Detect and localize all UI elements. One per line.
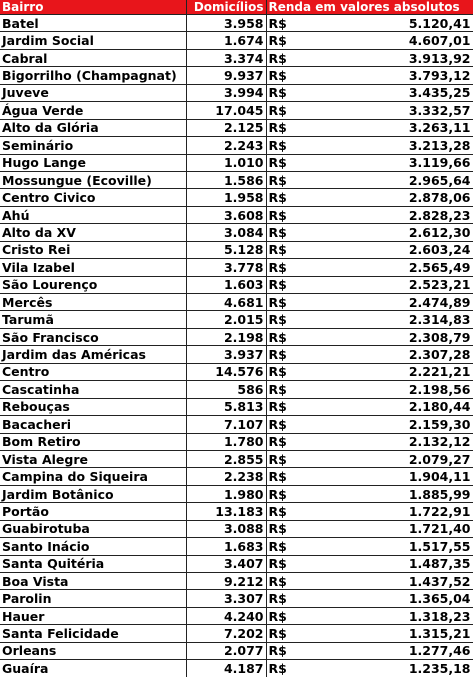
table-row (0, 346, 473, 363)
table-row (0, 555, 473, 572)
currency-symbol: R$ (268, 120, 287, 136)
cell-renda (266, 346, 473, 363)
cell-domicilios: 1.958 (186, 189, 266, 206)
cell-bairro: Vista Alegre (0, 450, 186, 467)
cell-renda (266, 485, 473, 502)
cell-bairro: Boa Vista (0, 573, 186, 590)
currency-symbol: R$ (268, 416, 287, 432)
renda-value: 2.221,21 (408, 364, 471, 380)
cell-renda (266, 241, 473, 258)
table-row (0, 328, 473, 345)
cell-domicilios: 17.045 (186, 102, 266, 119)
cell-domicilios: 4.187 (186, 660, 266, 677)
cell-bairro: Mercês (0, 294, 186, 311)
table-row (0, 642, 473, 659)
renda-value: 5.120,41 (408, 15, 471, 31)
cell-renda (266, 468, 473, 485)
cell-renda (266, 189, 473, 206)
renda-value: 2.307,28 (408, 347, 471, 363)
renda-value: 3.435,25 (408, 85, 471, 101)
renda-value: 2.198,56 (408, 381, 471, 397)
cell-renda (266, 433, 473, 450)
header-renda: Renda em valores absolutos (266, 0, 473, 15)
currency-symbol: R$ (268, 207, 287, 223)
cell-domicilios: 3.778 (186, 259, 266, 276)
cell-bairro: Jardim Social (0, 32, 186, 49)
currency-symbol: R$ (268, 347, 287, 363)
cell-renda (266, 259, 473, 276)
cell-domicilios: 2.077 (186, 642, 266, 659)
renda-value: 3.263,11 (408, 120, 471, 136)
cell-domicilios: 13.183 (186, 503, 266, 520)
table-row (0, 102, 473, 119)
cell-domicilios: 1.010 (186, 154, 266, 171)
currency-symbol: R$ (268, 381, 287, 397)
renda-value: 2.612,30 (408, 224, 471, 240)
table-row (0, 520, 473, 537)
cell-domicilios: 3.307 (186, 590, 266, 607)
currency-symbol: R$ (268, 242, 287, 258)
table-row (0, 154, 473, 171)
cell-renda (266, 503, 473, 520)
renda-value: 3.213,28 (408, 137, 471, 153)
renda-value: 3.332,57 (408, 102, 471, 118)
renda-value: 1.277,46 (408, 643, 471, 659)
cell-renda (266, 520, 473, 537)
cell-domicilios: 2.243 (186, 137, 266, 154)
cell-renda (266, 84, 473, 101)
currency-symbol: R$ (268, 259, 287, 275)
cell-domicilios: 9.212 (186, 573, 266, 590)
header-domicilios: Domicílios (186, 0, 266, 15)
currency-symbol: R$ (268, 329, 287, 345)
currency-symbol: R$ (268, 626, 287, 642)
cell-bairro: São Francisco (0, 328, 186, 345)
cell-renda (266, 171, 473, 188)
cell-domicilios: 2.015 (186, 311, 266, 328)
renda-value: 2.314,83 (408, 312, 471, 328)
cell-bairro: Orleans (0, 642, 186, 659)
cell-renda (266, 276, 473, 293)
renda-value: 2.828,23 (408, 207, 471, 223)
cell-bairro: Cabral (0, 49, 186, 66)
cell-renda (266, 660, 473, 677)
cell-domicilios: 3.608 (186, 206, 266, 223)
cell-renda (266, 102, 473, 119)
currency-symbol: R$ (268, 608, 287, 624)
renda-value: 1.517,55 (408, 538, 471, 554)
cell-bairro: Jardim Botânico (0, 485, 186, 502)
currency-symbol: R$ (268, 399, 287, 415)
table-row (0, 590, 473, 607)
cell-domicilios: 3.994 (186, 84, 266, 101)
currency-symbol: R$ (268, 573, 287, 589)
renda-value: 1.721,40 (408, 521, 471, 537)
currency-symbol: R$ (268, 451, 287, 467)
cell-renda (266, 154, 473, 171)
cell-renda (266, 573, 473, 590)
cell-renda (266, 49, 473, 66)
cell-bairro: Seminário (0, 137, 186, 154)
cell-domicilios: 2.125 (186, 119, 266, 136)
cell-bairro: Centro (0, 363, 186, 380)
cell-bairro: Santa Quitéria (0, 555, 186, 572)
table-row (0, 206, 473, 223)
cell-domicilios: 1.683 (186, 538, 266, 555)
cell-renda (266, 294, 473, 311)
renda-value: 1.487,35 (408, 556, 471, 572)
cell-domicilios: 7.202 (186, 625, 266, 642)
cell-renda (266, 381, 473, 398)
table-row (0, 276, 473, 293)
renda-value: 2.878,06 (408, 190, 471, 206)
cell-bairro: Campina do Siqueira (0, 468, 186, 485)
currency-symbol: R$ (268, 224, 287, 240)
table-row (0, 137, 473, 154)
table-row (0, 15, 473, 32)
table-row (0, 311, 473, 328)
currency-symbol: R$ (268, 294, 287, 310)
cell-domicilios: 2.855 (186, 450, 266, 467)
cell-bairro: Bom Retiro (0, 433, 186, 450)
renda-value: 1.722,91 (408, 503, 471, 519)
cell-bairro: Juveve (0, 84, 186, 101)
currency-symbol: R$ (268, 434, 287, 450)
cell-bairro: Portão (0, 503, 186, 520)
cell-domicilios: 3.958 (186, 15, 266, 32)
cell-domicilios: 1.980 (186, 485, 266, 502)
cell-bairro: São Lourenço (0, 276, 186, 293)
cell-renda (266, 67, 473, 84)
cell-domicilios: 5.813 (186, 398, 266, 415)
cell-bairro: Tarumã (0, 311, 186, 328)
table-row (0, 573, 473, 590)
table-row (0, 503, 473, 520)
currency-symbol: R$ (268, 50, 287, 66)
currency-symbol: R$ (268, 172, 287, 188)
table-row (0, 189, 473, 206)
currency-symbol: R$ (268, 486, 287, 502)
cell-renda (266, 224, 473, 241)
cell-domicilios: 3.374 (186, 49, 266, 66)
cell-domicilios: 1.780 (186, 433, 266, 450)
renda-value: 1.885,99 (408, 486, 471, 502)
header-bairro: Bairro (0, 0, 186, 15)
renda-value: 3.793,12 (408, 68, 471, 84)
renda-value: 2.965,64 (408, 172, 471, 188)
cell-domicilios: 5.128 (186, 241, 266, 258)
currency-symbol: R$ (268, 277, 287, 293)
currency-symbol: R$ (268, 85, 287, 101)
renda-value: 1.904,11 (408, 469, 471, 485)
currency-symbol: R$ (268, 469, 287, 485)
cell-domicilios: 1.603 (186, 276, 266, 293)
cell-bairro: Batel (0, 15, 186, 32)
table-row (0, 538, 473, 555)
cell-bairro: Bacacheri (0, 416, 186, 433)
table-row (0, 660, 473, 677)
cell-bairro: Guabirotuba (0, 520, 186, 537)
table-row (0, 416, 473, 433)
table-row (0, 67, 473, 84)
table-row (0, 49, 473, 66)
cell-renda (266, 450, 473, 467)
cell-renda (266, 328, 473, 345)
table-row (0, 259, 473, 276)
currency-symbol: R$ (268, 155, 287, 171)
currency-symbol: R$ (268, 503, 287, 519)
table-row (0, 468, 473, 485)
currency-symbol: R$ (268, 33, 287, 49)
cell-renda (266, 538, 473, 555)
cell-domicilios: 9.937 (186, 67, 266, 84)
renda-value: 1.315,21 (408, 626, 471, 642)
cell-domicilios: 3.088 (186, 520, 266, 537)
cell-bairro: Jardim das Américas (0, 346, 186, 363)
cell-bairro: Ahú (0, 206, 186, 223)
cell-renda (266, 555, 473, 572)
cell-bairro: Guaíra (0, 660, 186, 677)
cell-renda (266, 642, 473, 659)
cell-bairro: Rebouças (0, 398, 186, 415)
cell-domicilios: 3.937 (186, 346, 266, 363)
currency-symbol: R$ (268, 660, 287, 676)
cell-renda (266, 416, 473, 433)
table-row (0, 84, 473, 101)
cell-bairro: Centro Civico (0, 189, 186, 206)
table-row (0, 224, 473, 241)
cell-renda (266, 311, 473, 328)
renda-value: 1.235,18 (408, 660, 471, 676)
table-row (0, 433, 473, 450)
cell-renda (266, 363, 473, 380)
cell-domicilios: 4.240 (186, 607, 266, 624)
cell-bairro: Hauer (0, 607, 186, 624)
cell-renda (266, 137, 473, 154)
currency-symbol: R$ (268, 556, 287, 572)
currency-symbol: R$ (268, 312, 287, 328)
cell-bairro: Cristo Rei (0, 241, 186, 258)
table-row (0, 485, 473, 502)
renda-value: 4.607,01 (408, 33, 471, 49)
cell-renda (266, 607, 473, 624)
cell-renda (266, 398, 473, 415)
renda-value: 2.603,24 (408, 242, 471, 258)
currency-symbol: R$ (268, 190, 287, 206)
table-row (0, 363, 473, 380)
currency-symbol: R$ (268, 521, 287, 537)
renda-value: 3.119,66 (408, 155, 471, 171)
table-row (0, 119, 473, 136)
cell-bairro: Hugo Lange (0, 154, 186, 171)
cell-bairro: Mossungue (Ecoville) (0, 171, 186, 188)
cell-renda (266, 15, 473, 32)
cell-renda (266, 590, 473, 607)
cell-domicilios: 1.674 (186, 32, 266, 49)
currency-symbol: R$ (268, 68, 287, 84)
cell-renda (266, 119, 473, 136)
cell-renda (266, 32, 473, 49)
table-row (0, 398, 473, 415)
cell-bairro: Santo Inácio (0, 538, 186, 555)
cell-bairro: Bigorrilho (Champagnat) (0, 67, 186, 84)
cell-bairro: Alto da XV (0, 224, 186, 241)
cell-domicilios: 2.238 (186, 468, 266, 485)
renda-value: 2.523,21 (408, 277, 471, 293)
cell-bairro: Alto da Glória (0, 119, 186, 136)
renda-value: 1.365,04 (408, 591, 471, 607)
currency-symbol: R$ (268, 15, 287, 31)
cell-bairro: Parolin (0, 590, 186, 607)
table-row (0, 241, 473, 258)
currency-symbol: R$ (268, 137, 287, 153)
cell-domicilios: 586 (186, 381, 266, 398)
renda-value: 2.565,49 (408, 259, 471, 275)
cell-domicilios: 4.681 (186, 294, 266, 311)
table-row (0, 171, 473, 188)
currency-symbol: R$ (268, 102, 287, 118)
table-row (0, 607, 473, 624)
header-row (0, 0, 473, 15)
cell-domicilios: 3.084 (186, 224, 266, 241)
cell-domicilios: 14.576 (186, 363, 266, 380)
renda-value: 3.913,92 (408, 50, 471, 66)
currency-symbol: R$ (268, 364, 287, 380)
table-row (0, 381, 473, 398)
renda-value: 2.132,12 (408, 434, 471, 450)
renda-value: 2.159,30 (408, 416, 471, 432)
cell-bairro: Cascatinha (0, 381, 186, 398)
renda-value: 2.474,89 (408, 294, 471, 310)
cell-domicilios: 1.586 (186, 171, 266, 188)
table-row (0, 294, 473, 311)
renda-value: 1.437,52 (408, 573, 471, 589)
currency-symbol: R$ (268, 643, 287, 659)
cell-domicilios: 2.198 (186, 328, 266, 345)
renda-value: 2.079,27 (408, 451, 471, 467)
cell-renda (266, 206, 473, 223)
currency-symbol: R$ (268, 591, 287, 607)
renda-value: 2.180,44 (408, 399, 471, 415)
cell-domicilios: 7.107 (186, 416, 266, 433)
table-row (0, 450, 473, 467)
table-row (0, 32, 473, 49)
currency-symbol: R$ (268, 538, 287, 554)
cell-bairro: Santa Felicidade (0, 625, 186, 642)
cell-bairro: Água Verde (0, 102, 186, 119)
cell-bairro: Vila Izabel (0, 259, 186, 276)
renda-value: 2.308,79 (408, 329, 471, 345)
cell-domicilios: 3.407 (186, 555, 266, 572)
renda-value: 1.318,23 (408, 608, 471, 624)
